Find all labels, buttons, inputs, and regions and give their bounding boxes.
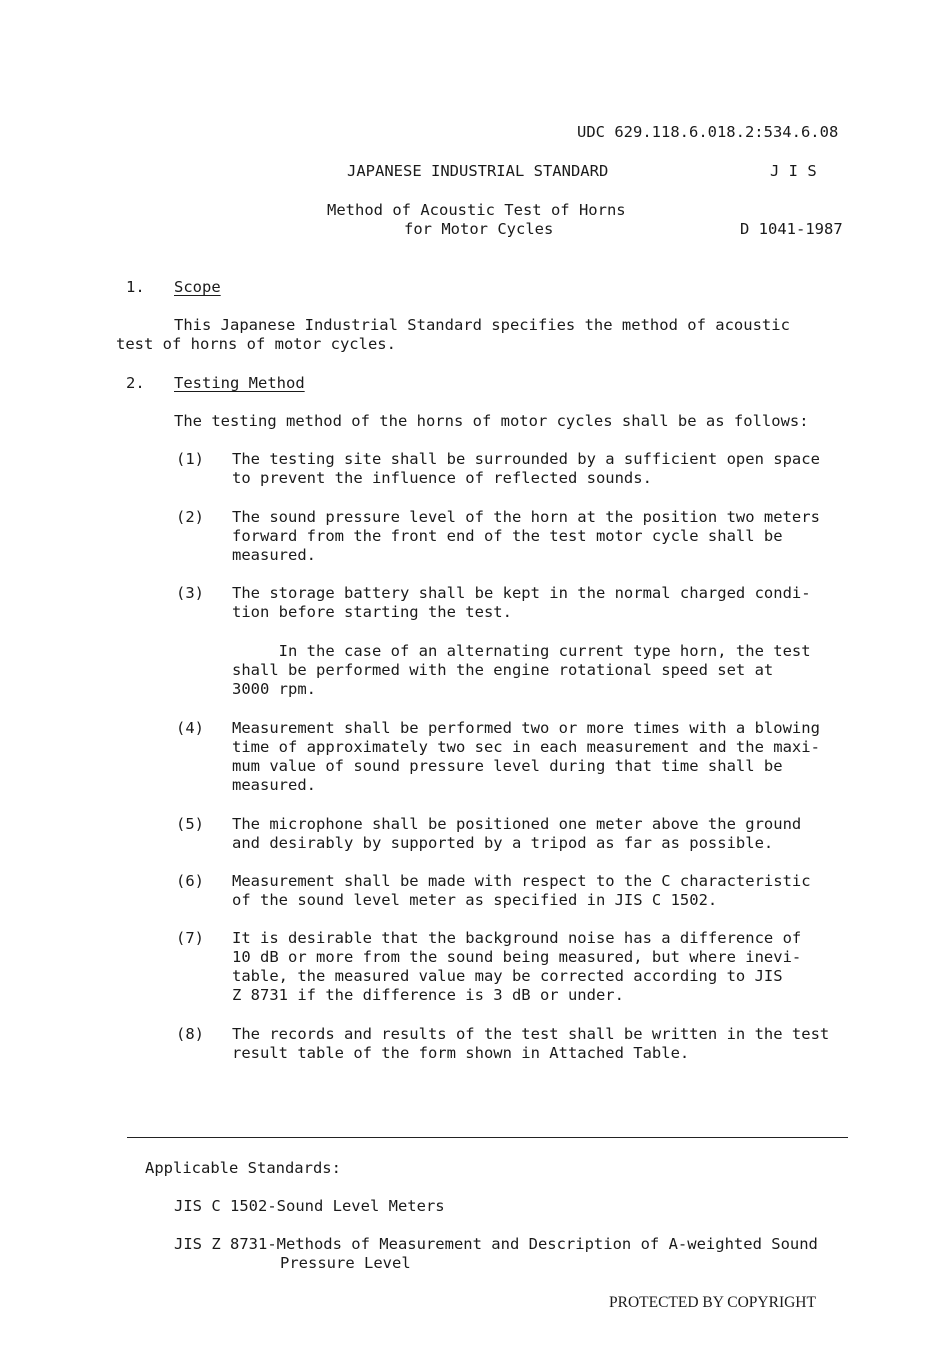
item-line: to prevent the influence of reflected sounds. xyxy=(232,469,652,487)
item-line: Measurement shall be performed two or more times with a blowing xyxy=(232,719,820,737)
footer-divider xyxy=(127,1137,848,1138)
item-number: (6) xyxy=(176,872,204,890)
applicable-standard-1: JIS C 1502-Sound Level Meters xyxy=(174,1197,445,1215)
item-line: table, the measured value may be corrected according to JIS xyxy=(232,967,783,985)
item-line: 10 dB or more from the sound being measured, but where inevi- xyxy=(232,948,802,966)
testing-method-intro: The testing method of the horns of motor cycles shall be as follows: xyxy=(174,412,809,430)
item-line: forward from the front end of the test motor cycle shall be xyxy=(232,527,783,545)
item-line: The storage battery shall be kept in the normal charged condi- xyxy=(232,584,811,602)
scope-text-line-1: This Japanese Industrial Standard specifies the method of acoustic xyxy=(174,316,790,334)
standard-name: JAPANESE INDUSTRIAL STANDARD xyxy=(347,162,609,180)
udc-code: UDC 629.118.6.018.2:534.6.08 xyxy=(577,123,839,141)
item-line: mum value of sound pressure level during that time shall be xyxy=(232,757,783,775)
item-line: It is desirable that the background noise has a difference of xyxy=(232,929,802,947)
item-line: shall be performed with the engine rotational speed set at xyxy=(232,661,774,679)
item-line: Measurement shall be made with respect to the C characteristic xyxy=(232,872,811,890)
list-item xyxy=(232,584,811,622)
item-number: (4) xyxy=(176,719,204,737)
item-line: The microphone shall be positioned one meter above the ground xyxy=(232,815,802,833)
title-line-2: for Motor Cycles xyxy=(404,220,554,238)
list-item xyxy=(232,450,820,488)
list-item xyxy=(232,929,801,1005)
copyright-notice: PROTECTED BY COPYRIGHT xyxy=(609,1294,816,1311)
list-item xyxy=(232,815,801,853)
item-line: and desirably by supported by a tripod as far as possible. xyxy=(232,834,774,852)
item-number: (7) xyxy=(176,929,204,947)
item-line: 3000 rpm. xyxy=(232,680,316,698)
item-number: (5) xyxy=(176,815,204,833)
section-1-number: 1. xyxy=(126,278,145,296)
applicable-standards-heading: Applicable Standards: xyxy=(145,1159,341,1177)
item-line: result table of the form shown in Attached Table. xyxy=(232,1044,690,1062)
item-number: (8) xyxy=(176,1025,204,1043)
item-line: measured. xyxy=(232,776,316,794)
item-line: The testing site shall be surrounded by a sufficient open space xyxy=(232,450,820,468)
item-3-paragraph xyxy=(232,642,811,699)
item-line: Z 8731 if the difference is 3 dB or under. xyxy=(232,986,624,1004)
scope-text-line-2: test of horns of motor cycles. xyxy=(116,335,396,353)
section-2-number: 2. xyxy=(126,374,145,392)
list-item xyxy=(232,719,820,795)
item-number: (1) xyxy=(176,450,204,468)
applicable-standard-2: JIS Z 8731-Methods of Measurement and Description of A-weighted Sound xyxy=(174,1235,818,1253)
item-line: In the case of an alternating current type horn, the test xyxy=(232,642,811,660)
item-line: The sound pressure level of the horn at the position two meters xyxy=(232,508,820,526)
item-line: measured. xyxy=(232,546,316,564)
standard-number: D 1041-1987 xyxy=(740,220,843,238)
title-line-1: Method of Acoustic Test of Horns xyxy=(327,201,626,219)
item-line: of the sound level meter as specified in JIS C 1502. xyxy=(232,891,718,909)
section-1-heading: Scope xyxy=(174,278,221,296)
item-line: tion before starting the test. xyxy=(232,603,512,621)
item-number: (2) xyxy=(176,508,204,526)
list-item xyxy=(232,872,811,910)
item-line: time of approximately two sec in each measurement and the maxi- xyxy=(232,738,820,756)
applicable-standard-2-cont: Pressure Level xyxy=(280,1254,411,1272)
list-item xyxy=(232,1025,829,1063)
jis-mark: J I S xyxy=(770,162,817,180)
item-line: The records and results of the test shall be written in the test xyxy=(232,1025,830,1043)
item-number: (3) xyxy=(176,584,204,602)
list-item xyxy=(232,508,820,565)
section-2-heading: Testing Method xyxy=(174,374,305,392)
